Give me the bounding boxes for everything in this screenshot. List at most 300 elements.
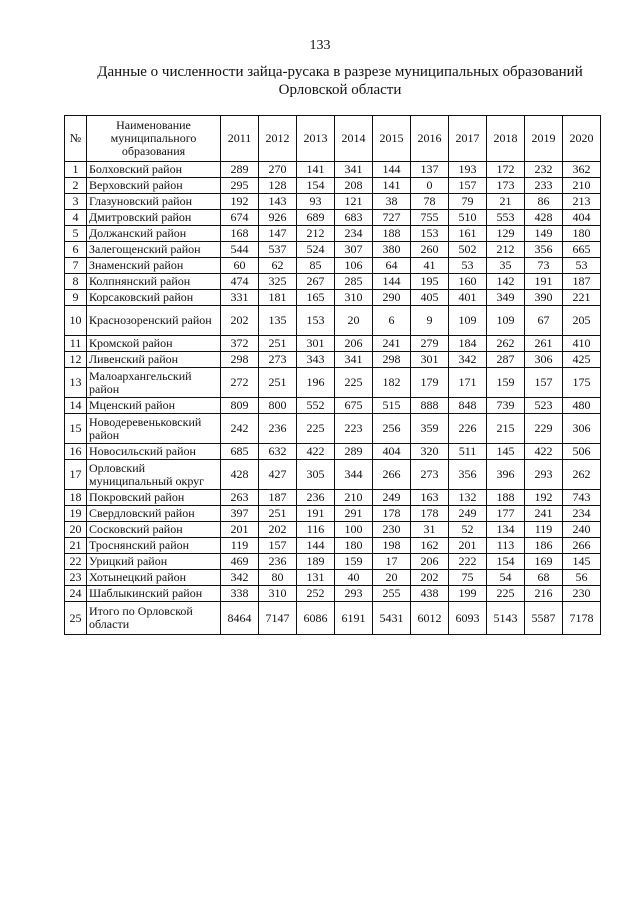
count-cell: 739 (487, 398, 525, 414)
count-cell: 128 (259, 178, 297, 194)
count-cell: 201 (221, 522, 259, 538)
header-2019: 2019 (525, 116, 563, 162)
table-row (65, 522, 601, 538)
count-cell: 180 (335, 538, 373, 554)
count-cell: 171 (449, 368, 487, 398)
municipality-name-cell: Покровский район (87, 490, 221, 506)
count-cell: 7178 (563, 602, 601, 635)
count-cell: 287 (487, 352, 525, 368)
count-cell: 285 (335, 274, 373, 290)
count-cell: 356 (449, 460, 487, 490)
count-cell: 6 (373, 306, 411, 336)
count-cell: 261 (525, 336, 563, 352)
count-cell: 154 (487, 554, 525, 570)
count-cell: 233 (525, 178, 563, 194)
count-cell: 157 (525, 368, 563, 398)
count-cell: 153 (411, 226, 449, 242)
municipality-name-cell: Ливенский район (87, 352, 221, 368)
count-cell: 469 (221, 554, 259, 570)
count-cell: 210 (563, 178, 601, 194)
municipality-name-cell: Орловский муниципальный округ (87, 460, 221, 490)
count-cell: 502 (449, 242, 487, 258)
count-cell: 301 (297, 336, 335, 352)
row-number-cell: 11 (65, 336, 87, 352)
table-row (65, 210, 601, 226)
count-cell: 178 (373, 506, 411, 522)
count-cell: 289 (221, 162, 259, 178)
count-cell: 230 (373, 522, 411, 538)
count-cell: 206 (411, 554, 449, 570)
count-cell: 145 (563, 554, 601, 570)
count-cell: 121 (335, 194, 373, 210)
count-cell: 144 (373, 162, 411, 178)
count-cell: 236 (259, 554, 297, 570)
row-number-cell: 7 (65, 258, 87, 274)
count-cell: 132 (449, 490, 487, 506)
count-cell: 199 (449, 586, 487, 602)
count-cell: 195 (411, 274, 449, 290)
count-cell: 20 (373, 570, 411, 586)
count-cell: 474 (221, 274, 259, 290)
count-cell: 142 (487, 274, 525, 290)
municipality-name-cell: Мценский район (87, 398, 221, 414)
count-cell: 0 (411, 178, 449, 194)
count-cell: 53 (563, 258, 601, 274)
count-cell: 179 (411, 368, 449, 398)
table-row (65, 274, 601, 290)
count-cell: 175 (563, 368, 601, 398)
row-number-cell: 20 (65, 522, 87, 538)
count-cell: 523 (525, 398, 563, 414)
count-cell: 342 (449, 352, 487, 368)
count-cell: 279 (411, 336, 449, 352)
count-cell: 356 (525, 242, 563, 258)
count-cell: 192 (221, 194, 259, 210)
count-cell: 926 (259, 210, 297, 226)
count-cell: 372 (221, 336, 259, 352)
municipality-name-cell: Итого по Орловской области (87, 602, 221, 635)
count-cell: 301 (411, 352, 449, 368)
count-cell: 169 (525, 554, 563, 570)
count-cell: 331 (221, 290, 259, 306)
table-row (65, 290, 601, 306)
count-cell: 113 (487, 538, 525, 554)
count-cell: 305 (297, 460, 335, 490)
count-cell: 310 (335, 290, 373, 306)
count-cell: 163 (411, 490, 449, 506)
count-cell: 149 (525, 226, 563, 242)
count-cell: 56 (563, 570, 601, 586)
table-row (65, 460, 601, 490)
count-cell: 553 (487, 210, 525, 226)
municipality-name-cell: Урицкий район (87, 554, 221, 570)
count-cell: 157 (259, 538, 297, 554)
count-cell: 131 (297, 570, 335, 586)
row-number-cell: 3 (65, 194, 87, 210)
count-cell: 438 (411, 586, 449, 602)
count-cell: 168 (221, 226, 259, 242)
count-cell: 325 (259, 274, 297, 290)
table-row (65, 398, 601, 414)
count-cell: 5431 (373, 602, 411, 635)
row-number-cell: 19 (65, 506, 87, 522)
count-cell: 293 (525, 460, 563, 490)
count-cell: 380 (373, 242, 411, 258)
count-cell: 290 (373, 290, 411, 306)
count-cell: 674 (221, 210, 259, 226)
count-cell: 206 (335, 336, 373, 352)
row-number-cell: 9 (65, 290, 87, 306)
count-cell: 229 (525, 414, 563, 444)
count-cell: 341 (335, 162, 373, 178)
count-cell: 683 (335, 210, 373, 226)
municipality-name-cell: Верховский район (87, 178, 221, 194)
table-row (65, 586, 601, 602)
table-row (65, 178, 601, 194)
row-number-cell: 15 (65, 414, 87, 444)
count-cell: 743 (563, 490, 601, 506)
count-cell: 273 (259, 352, 297, 368)
municipality-name-cell: Хотынецкий район (87, 570, 221, 586)
count-cell: 165 (297, 290, 335, 306)
municipality-name-cell: Краснозоренский район (87, 306, 221, 336)
header-2017: 2017 (449, 116, 487, 162)
count-cell: 202 (411, 570, 449, 586)
count-cell: 262 (487, 336, 525, 352)
row-number-cell: 21 (65, 538, 87, 554)
table-row (65, 352, 601, 368)
count-cell: 320 (411, 444, 449, 460)
count-cell: 480 (563, 398, 601, 414)
count-cell: 809 (221, 398, 259, 414)
row-number-cell: 5 (65, 226, 87, 242)
count-cell: 888 (411, 398, 449, 414)
count-cell: 62 (259, 258, 297, 274)
count-cell: 270 (259, 162, 297, 178)
table-row (65, 554, 601, 570)
count-cell: 181 (259, 290, 297, 306)
count-cell: 359 (411, 414, 449, 444)
count-cell: 191 (297, 506, 335, 522)
count-cell: 390 (525, 290, 563, 306)
count-cell: 267 (297, 274, 335, 290)
count-cell: 240 (563, 522, 601, 538)
table-header-row (65, 116, 601, 162)
count-cell: 537 (259, 242, 297, 258)
count-cell: 755 (411, 210, 449, 226)
count-cell: 306 (525, 352, 563, 368)
municipality-name-cell: Болховский район (87, 162, 221, 178)
count-cell: 35 (487, 258, 525, 274)
table-row (65, 306, 601, 336)
count-cell: 41 (411, 258, 449, 274)
count-cell: 225 (487, 586, 525, 602)
count-cell: 289 (335, 444, 373, 460)
count-cell: 425 (563, 352, 601, 368)
municipality-name-cell: Глазуновский район (87, 194, 221, 210)
count-cell: 343 (297, 352, 335, 368)
count-cell: 157 (449, 178, 487, 194)
count-cell: 251 (259, 368, 297, 398)
count-cell: 397 (221, 506, 259, 522)
count-cell: 848 (449, 398, 487, 414)
count-cell: 800 (259, 398, 297, 414)
count-cell: 20 (335, 306, 373, 336)
count-cell: 298 (221, 352, 259, 368)
count-cell: 6012 (411, 602, 449, 635)
count-cell: 161 (449, 226, 487, 242)
count-cell: 234 (563, 506, 601, 522)
count-cell: 201 (449, 538, 487, 554)
count-cell: 689 (297, 210, 335, 226)
count-cell: 422 (297, 444, 335, 460)
count-cell: 38 (373, 194, 411, 210)
count-cell: 177 (487, 506, 525, 522)
row-number-cell: 25 (65, 602, 87, 635)
header-2011: 2011 (221, 116, 259, 162)
row-number-cell: 23 (65, 570, 87, 586)
header-municipality: Наименование муниципального образования (87, 116, 221, 162)
count-cell: 172 (487, 162, 525, 178)
count-cell: 109 (487, 306, 525, 336)
count-cell: 266 (373, 460, 411, 490)
count-cell: 510 (449, 210, 487, 226)
count-cell: 119 (221, 538, 259, 554)
row-number-cell: 10 (65, 306, 87, 336)
count-cell: 222 (449, 554, 487, 570)
count-cell: 202 (259, 522, 297, 538)
row-number-cell: 18 (65, 490, 87, 506)
count-cell: 193 (449, 162, 487, 178)
count-cell: 291 (335, 506, 373, 522)
count-cell: 21 (487, 194, 525, 210)
count-cell: 17 (373, 554, 411, 570)
count-cell: 60 (221, 258, 259, 274)
table-row (65, 226, 601, 242)
count-cell: 310 (259, 586, 297, 602)
count-cell: 225 (297, 414, 335, 444)
count-cell: 511 (449, 444, 487, 460)
count-cell: 5143 (487, 602, 525, 635)
document-title (80, 63, 600, 99)
municipality-name-cell: Залегощенский район (87, 242, 221, 258)
count-cell: 129 (487, 226, 525, 242)
table-row (65, 570, 601, 586)
count-cell: 236 (297, 490, 335, 506)
count-cell: 236 (259, 414, 297, 444)
count-cell: 205 (563, 306, 601, 336)
count-cell: 404 (373, 444, 411, 460)
count-cell: 252 (297, 586, 335, 602)
count-cell: 159 (487, 368, 525, 398)
count-cell: 144 (297, 538, 335, 554)
count-cell: 141 (373, 178, 411, 194)
count-cell: 100 (335, 522, 373, 538)
count-cell: 524 (297, 242, 335, 258)
count-cell: 9 (411, 306, 449, 336)
count-cell: 255 (373, 586, 411, 602)
count-cell: 178 (411, 506, 449, 522)
count-cell: 249 (373, 490, 411, 506)
header-2015: 2015 (373, 116, 411, 162)
count-cell: 665 (563, 242, 601, 258)
count-cell: 173 (487, 178, 525, 194)
count-cell: 187 (563, 274, 601, 290)
municipality-name-cell: Троснянский район (87, 538, 221, 554)
count-cell: 109 (449, 306, 487, 336)
count-cell: 272 (221, 368, 259, 398)
header-2016: 2016 (411, 116, 449, 162)
count-cell: 515 (373, 398, 411, 414)
count-cell: 186 (525, 538, 563, 554)
municipality-name-cell: Малоархангельский район (87, 368, 221, 398)
count-cell: 212 (487, 242, 525, 258)
row-number-cell: 4 (65, 210, 87, 226)
page-number: 133 (309, 38, 331, 53)
count-cell: 260 (411, 242, 449, 258)
count-cell: 223 (335, 414, 373, 444)
count-cell: 544 (221, 242, 259, 258)
count-cell: 73 (525, 258, 563, 274)
count-cell: 251 (259, 336, 297, 352)
count-cell: 215 (487, 414, 525, 444)
header-2012: 2012 (259, 116, 297, 162)
count-cell: 208 (335, 178, 373, 194)
count-cell: 106 (335, 258, 373, 274)
count-cell: 221 (563, 290, 601, 306)
count-cell: 241 (373, 336, 411, 352)
count-cell: 187 (259, 490, 297, 506)
row-number-cell: 17 (65, 460, 87, 490)
count-cell: 349 (487, 290, 525, 306)
count-cell: 189 (297, 554, 335, 570)
count-cell: 293 (335, 586, 373, 602)
table-row (65, 490, 601, 506)
count-cell: 31 (411, 522, 449, 538)
count-cell: 145 (487, 444, 525, 460)
count-cell: 396 (487, 460, 525, 490)
count-cell: 160 (449, 274, 487, 290)
count-cell: 216 (525, 586, 563, 602)
count-cell: 196 (297, 368, 335, 398)
count-cell: 401 (449, 290, 487, 306)
title-line-1: Данные о численности зайца-русака в разрезе муниципальных образований (97, 64, 583, 80)
table-row (65, 258, 601, 274)
count-cell: 428 (221, 460, 259, 490)
count-cell: 184 (449, 336, 487, 352)
count-cell: 80 (259, 570, 297, 586)
count-cell: 143 (259, 194, 297, 210)
count-cell: 7147 (259, 602, 297, 635)
title-line-2: Орловской области (278, 82, 402, 98)
row-number-cell: 13 (65, 368, 87, 398)
count-cell: 273 (411, 460, 449, 490)
row-number-cell: 12 (65, 352, 87, 368)
hare-population-table (64, 115, 601, 635)
header-2013: 2013 (297, 116, 335, 162)
table-row (65, 602, 601, 635)
count-cell: 188 (373, 226, 411, 242)
municipality-name-cell: Сосковский район (87, 522, 221, 538)
count-cell: 54 (487, 570, 525, 586)
count-cell: 6191 (335, 602, 373, 635)
count-cell: 191 (525, 274, 563, 290)
municipality-name-cell: Должанский район (87, 226, 221, 242)
count-cell: 153 (297, 306, 335, 336)
count-cell: 188 (487, 490, 525, 506)
table-body (65, 162, 601, 635)
count-cell: 182 (373, 368, 411, 398)
count-cell: 6086 (297, 602, 335, 635)
count-cell: 5587 (525, 602, 563, 635)
count-cell: 75 (449, 570, 487, 586)
header-number: № (65, 116, 87, 162)
count-cell: 144 (373, 274, 411, 290)
table-row (65, 538, 601, 554)
header-2018: 2018 (487, 116, 525, 162)
table-row (65, 444, 601, 460)
municipality-name-cell: Свердловский район (87, 506, 221, 522)
count-cell: 213 (563, 194, 601, 210)
count-cell: 727 (373, 210, 411, 226)
count-cell: 306 (563, 414, 601, 444)
count-cell: 427 (259, 460, 297, 490)
count-cell: 64 (373, 258, 411, 274)
count-cell: 344 (335, 460, 373, 490)
header-2020: 2020 (563, 116, 601, 162)
count-cell: 262 (563, 460, 601, 490)
count-cell: 410 (563, 336, 601, 352)
count-cell: 8464 (221, 602, 259, 635)
count-cell: 307 (335, 242, 373, 258)
count-cell: 225 (335, 368, 373, 398)
count-cell: 40 (335, 570, 373, 586)
municipality-name-cell: Новосильский район (87, 444, 221, 460)
count-cell: 341 (335, 352, 373, 368)
count-cell: 135 (259, 306, 297, 336)
count-cell: 249 (449, 506, 487, 522)
count-cell: 67 (525, 306, 563, 336)
count-cell: 241 (525, 506, 563, 522)
count-cell: 192 (525, 490, 563, 506)
count-cell: 404 (563, 210, 601, 226)
count-cell: 338 (221, 586, 259, 602)
count-cell: 162 (411, 538, 449, 554)
municipality-name-cell: Колпнянский район (87, 274, 221, 290)
count-cell: 342 (221, 570, 259, 586)
row-number-cell: 8 (65, 274, 87, 290)
municipality-name-cell: Новодеревеньковский район (87, 414, 221, 444)
row-number-cell: 22 (65, 554, 87, 570)
municipality-name-cell: Дмитровский район (87, 210, 221, 226)
count-cell: 6093 (449, 602, 487, 635)
count-cell: 405 (411, 290, 449, 306)
table-row (65, 414, 601, 444)
table-row (65, 336, 601, 352)
count-cell: 198 (373, 538, 411, 554)
row-number-cell: 6 (65, 242, 87, 258)
count-cell: 266 (563, 538, 601, 554)
count-cell: 242 (221, 414, 259, 444)
count-cell: 79 (449, 194, 487, 210)
count-cell: 86 (525, 194, 563, 210)
count-cell: 52 (449, 522, 487, 538)
header-2014: 2014 (335, 116, 373, 162)
table-row (65, 242, 601, 258)
municipality-name-cell: Кромской район (87, 336, 221, 352)
count-cell: 263 (221, 490, 259, 506)
row-number-cell: 14 (65, 398, 87, 414)
